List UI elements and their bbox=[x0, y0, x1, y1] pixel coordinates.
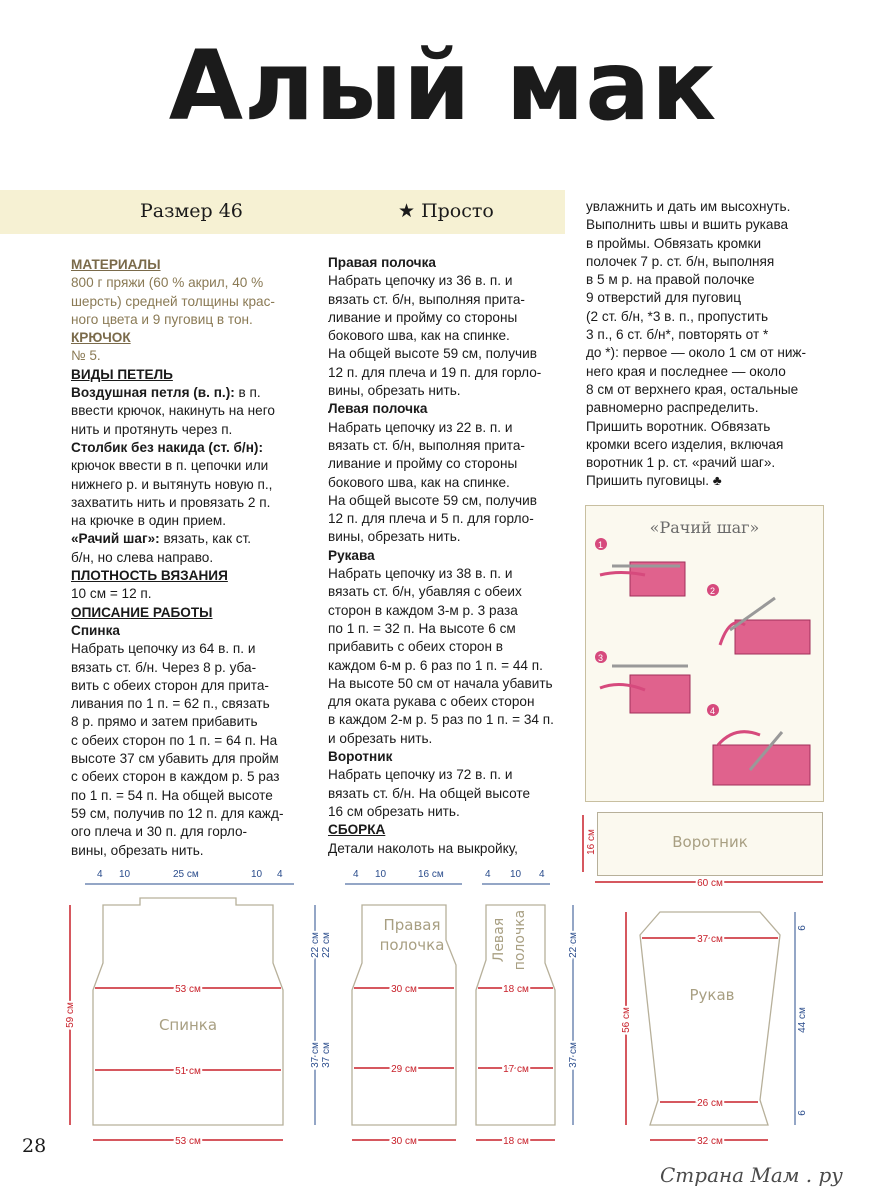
text-line: по 1 п. = 32 п. На высоте 6 см bbox=[328, 620, 516, 636]
left-width-2: 17 см bbox=[503, 1064, 529, 1075]
text-line: 8 см от верхнего края, остальные bbox=[586, 381, 799, 397]
stitches-heading: ВИДЫ ПЕТЕЛЬ bbox=[71, 366, 173, 382]
sleeve-label: Рукав bbox=[689, 986, 735, 1004]
text-line: вить с обеих сторон для прита- bbox=[71, 677, 269, 693]
right-width-1: 30 см bbox=[391, 984, 417, 995]
materials-line: 800 г пряжи (60 % акрил, 40 % bbox=[71, 275, 264, 291]
text-line: до *): первое — около 1 см от ниж- bbox=[586, 345, 807, 361]
text-line: вины, обрезать нить. bbox=[328, 529, 461, 545]
stitch-line: Воздушная петля (в. п.): в п. bbox=[71, 385, 261, 401]
left-height-top: 22 см bbox=[568, 932, 579, 958]
stitch-line: б/н, но слева направо. bbox=[71, 549, 214, 565]
assembly-heading: СБОРКА bbox=[328, 822, 386, 838]
text-line: вязать ст. б/н, выполняя прита- bbox=[328, 437, 525, 453]
crab-step-1 bbox=[595, 538, 685, 596]
right-top-dim: 10 bbox=[375, 869, 387, 880]
stitch-line: «Рачий шаг»: вязать, как ст. bbox=[71, 531, 252, 547]
crab-stitch-title: «Рачий шаг» bbox=[649, 518, 760, 537]
sleeve-height-44: 44 см bbox=[797, 1007, 808, 1033]
text-line: ливание и пройму со стороны bbox=[328, 309, 518, 325]
svg-text:2: 2 bbox=[710, 586, 716, 596]
text-line: 12 п. для плеча и 5 п. для горло- bbox=[328, 511, 534, 527]
right-width-3: 30 см bbox=[391, 1136, 417, 1147]
text-line: ливания по 1 п. = 62 п., связать bbox=[71, 696, 270, 712]
right-top-dim: 4 bbox=[353, 869, 359, 880]
svg-text:3: 3 bbox=[598, 653, 604, 663]
right-top-dim: 16 см bbox=[418, 869, 444, 880]
text-line: Детали наколоть на выкройку, bbox=[328, 840, 518, 856]
back-heading: Спинка bbox=[71, 622, 120, 638]
text-line: равномерно распределить. bbox=[586, 400, 759, 416]
right-front-heading: Правая полочка bbox=[328, 255, 436, 270]
text-line: На общей высоте 59 см, получив bbox=[328, 346, 537, 362]
materials-line: шерсть) средней толщины крас- bbox=[71, 293, 275, 309]
sleeve-bottom-width: 32 см bbox=[697, 1136, 723, 1147]
back-width-3: 53 см bbox=[175, 1136, 201, 1147]
collar-height: 16 см bbox=[586, 829, 597, 855]
size-label: Размер 46 bbox=[140, 200, 243, 222]
back-height: 59 см bbox=[65, 1002, 76, 1028]
text-line: 16 см обрезать нить. bbox=[328, 803, 460, 819]
crab-step-3 bbox=[595, 651, 690, 713]
text-line: него края и последнее — около bbox=[586, 363, 786, 379]
left-width-1: 18 см bbox=[503, 984, 529, 995]
text-line: ого плеча и 30 п. для горло- bbox=[71, 824, 248, 840]
text-line: Пришить воротник. Обвязать bbox=[586, 418, 771, 434]
text-line: (2 ст. б/н, *3 в. п., пропустить bbox=[586, 308, 769, 324]
stitch-line: ввести крючок, накинуть на него bbox=[71, 403, 275, 419]
stitch-line: на крючке в один прием. bbox=[71, 513, 227, 529]
text-line: по 1 п. = 54 п. На общей высоте bbox=[71, 787, 273, 803]
text-line: Набрать цепочку из 38 в. п. и bbox=[328, 566, 513, 582]
text-line: вязать ст. б/н. Через 8 р. уба- bbox=[71, 659, 257, 675]
back-top-dim: 4 bbox=[277, 869, 283, 880]
density-heading: ПЛОТНОСТЬ ВЯЗАНИЯ bbox=[71, 568, 228, 584]
text-line: каждом 6-м р. 6 раз по 1 п. = 44 п. bbox=[328, 657, 543, 673]
collar-heading: Воротник bbox=[328, 749, 393, 765]
right-front-label: полочка bbox=[379, 936, 445, 954]
materials-heading: МАТЕРИАЛЫ bbox=[71, 257, 161, 272]
sleeve-heading: Рукава bbox=[328, 547, 375, 563]
sleeve-mid-width: 26 см bbox=[697, 1098, 723, 1109]
sleeve-height-6b: 6 bbox=[797, 1110, 808, 1116]
text-line: ливание и пройму со стороны bbox=[328, 456, 518, 472]
text-line: полочек 7 р. ст. б/н, выполняя bbox=[586, 253, 775, 269]
text-line: бокового шва, как на спинке. bbox=[328, 328, 510, 344]
text-line: бокового шва, как на спинке. bbox=[328, 474, 510, 490]
crab-step-2 bbox=[707, 584, 810, 654]
collar-label: Воротник bbox=[672, 833, 748, 851]
sleeve-height: 56 см bbox=[621, 1007, 632, 1033]
left-front-heading: Левая полочка bbox=[328, 401, 428, 417]
back-top-dim: 10 bbox=[119, 869, 131, 880]
text-line: Набрать цепочку из 72 в. п. и bbox=[328, 767, 513, 783]
page-number: 28 bbox=[22, 1135, 47, 1157]
svg-text:1: 1 bbox=[598, 540, 604, 550]
left-front-label: Левая bbox=[491, 917, 507, 963]
left-top-dim: 4 bbox=[485, 869, 491, 880]
text-line: сторон в каждом 3-м р. 3 раза bbox=[328, 602, 518, 618]
stitch-line: нить и протянуть через п. bbox=[71, 421, 233, 437]
text-line: 59 см, получив по 12 п. для кажд- bbox=[71, 805, 284, 821]
back-width-2: 51 см bbox=[175, 1066, 201, 1077]
left-width-3: 18 см bbox=[503, 1136, 529, 1147]
text-line: в проймы. Обвязать кромки bbox=[586, 235, 762, 251]
text-line: Набрать цепочку из 64 в. п. и bbox=[71, 641, 256, 657]
text-line: вязать ст. б/н, убавляя с обеих bbox=[328, 584, 522, 600]
left-top-dim: 4 bbox=[539, 869, 545, 880]
right-front-label: Правая bbox=[383, 916, 441, 934]
text-line: Выполнить швы и вшить рукава bbox=[586, 217, 789, 233]
text-line: воротник 1 р. ст. «рачий шаг». bbox=[586, 455, 776, 471]
work-heading: ОПИСАНИЕ РАБОТЫ bbox=[71, 604, 213, 620]
text-line: 12 п. для плеча и 19 п. для горло- bbox=[328, 364, 542, 380]
stitch-line: крючок ввести в п. цепочки или bbox=[71, 458, 269, 474]
svg-text:4: 4 bbox=[710, 706, 716, 716]
left-front-label: полочка bbox=[512, 909, 528, 971]
back-top-dim: 4 bbox=[97, 869, 103, 880]
text-line: в каждом 2-м р. 5 раз по 1 п. = 34 п. bbox=[328, 712, 554, 728]
watermark-logo: Страна Мам . ру bbox=[660, 1163, 843, 1187]
crab-step-4 bbox=[707, 704, 810, 785]
back-top-dim: 10 bbox=[251, 869, 263, 880]
density-value: 10 см = 12 п. bbox=[71, 586, 152, 602]
stitch-line: нижнего р. и вытянуть новую п., bbox=[71, 476, 273, 492]
left-height-bottom: 37 см bbox=[568, 1042, 579, 1068]
text-line: прибавить с обеих сторон в bbox=[328, 639, 503, 655]
text-line: вязать ст. б/н. На общей высоте bbox=[328, 785, 531, 801]
back-top-dim: 25 см bbox=[173, 869, 199, 880]
text-line: вязать ст. б/н, выполняя прита- bbox=[328, 291, 525, 307]
hook-value: № 5. bbox=[71, 348, 101, 364]
stitch-line: Столбик без накида (ст. б/н): bbox=[71, 439, 263, 455]
text-line: На высоте 50 см от начала убавить bbox=[328, 675, 553, 691]
difficulty-label: ★ Просто bbox=[398, 200, 494, 222]
right-height-top: 22 см bbox=[321, 932, 332, 958]
back-label: Спинка bbox=[158, 1016, 218, 1034]
text-line: 8 р. прямо и затем прибавить bbox=[71, 714, 258, 730]
hook-heading: КРЮЧОК bbox=[71, 330, 131, 346]
left-top-dim: 10 bbox=[510, 869, 522, 880]
text-line: с обеих сторон в каждом р. 5 раз bbox=[71, 769, 280, 785]
text-line: 9 отверстий для пуговиц bbox=[586, 290, 741, 306]
sleeve-height-6a: 6 bbox=[797, 925, 808, 931]
materials-line: ного цвета и 9 пуговиц в тон. bbox=[71, 311, 253, 327]
text-line: На общей высоте 59 см, получив bbox=[328, 492, 537, 508]
right-height-bottom: 37 см bbox=[321, 1042, 332, 1068]
text-line: Набрать цепочку из 22 в. п. и bbox=[328, 419, 513, 435]
text-line: высоте 37 см убавить для пройм bbox=[71, 751, 279, 767]
text-line: для оката рукава с обеих сторон bbox=[328, 694, 535, 710]
text-line: Пришить пуговицы. ♣ bbox=[586, 473, 722, 489]
sleeve-top-width: 37 см bbox=[697, 934, 723, 945]
text-line: с обеих сторон по 1 п. = 64 п. На bbox=[71, 732, 278, 748]
text-line: вины, обрезать нить. bbox=[71, 842, 204, 858]
page-title: Алый мак bbox=[168, 30, 718, 142]
right-width-2: 29 см bbox=[391, 1064, 417, 1075]
text-line: кромки всего изделия, включая bbox=[586, 436, 784, 452]
text-line: в 5 м р. на правой полочке bbox=[586, 272, 755, 288]
collar-width: 60 см bbox=[697, 878, 723, 889]
text-line: вины, обрезать нить. bbox=[328, 383, 461, 399]
back-height-top: 22 см bbox=[310, 932, 321, 958]
stitch-line: захватить нить и провязать 2 п. bbox=[71, 494, 271, 510]
text-line: 3 п., 6 ст. б/н*, повторять от * bbox=[586, 327, 769, 343]
text-line: Набрать цепочку из 36 в. п. и bbox=[328, 273, 513, 289]
text-line: увлажнить и дать им высохнуть. bbox=[586, 199, 791, 214]
back-piece bbox=[93, 898, 283, 1125]
back-width-1: 53 см bbox=[175, 984, 201, 995]
text-line: и обрезать нить. bbox=[328, 730, 433, 746]
back-height-bottom: 37 см bbox=[310, 1042, 321, 1068]
